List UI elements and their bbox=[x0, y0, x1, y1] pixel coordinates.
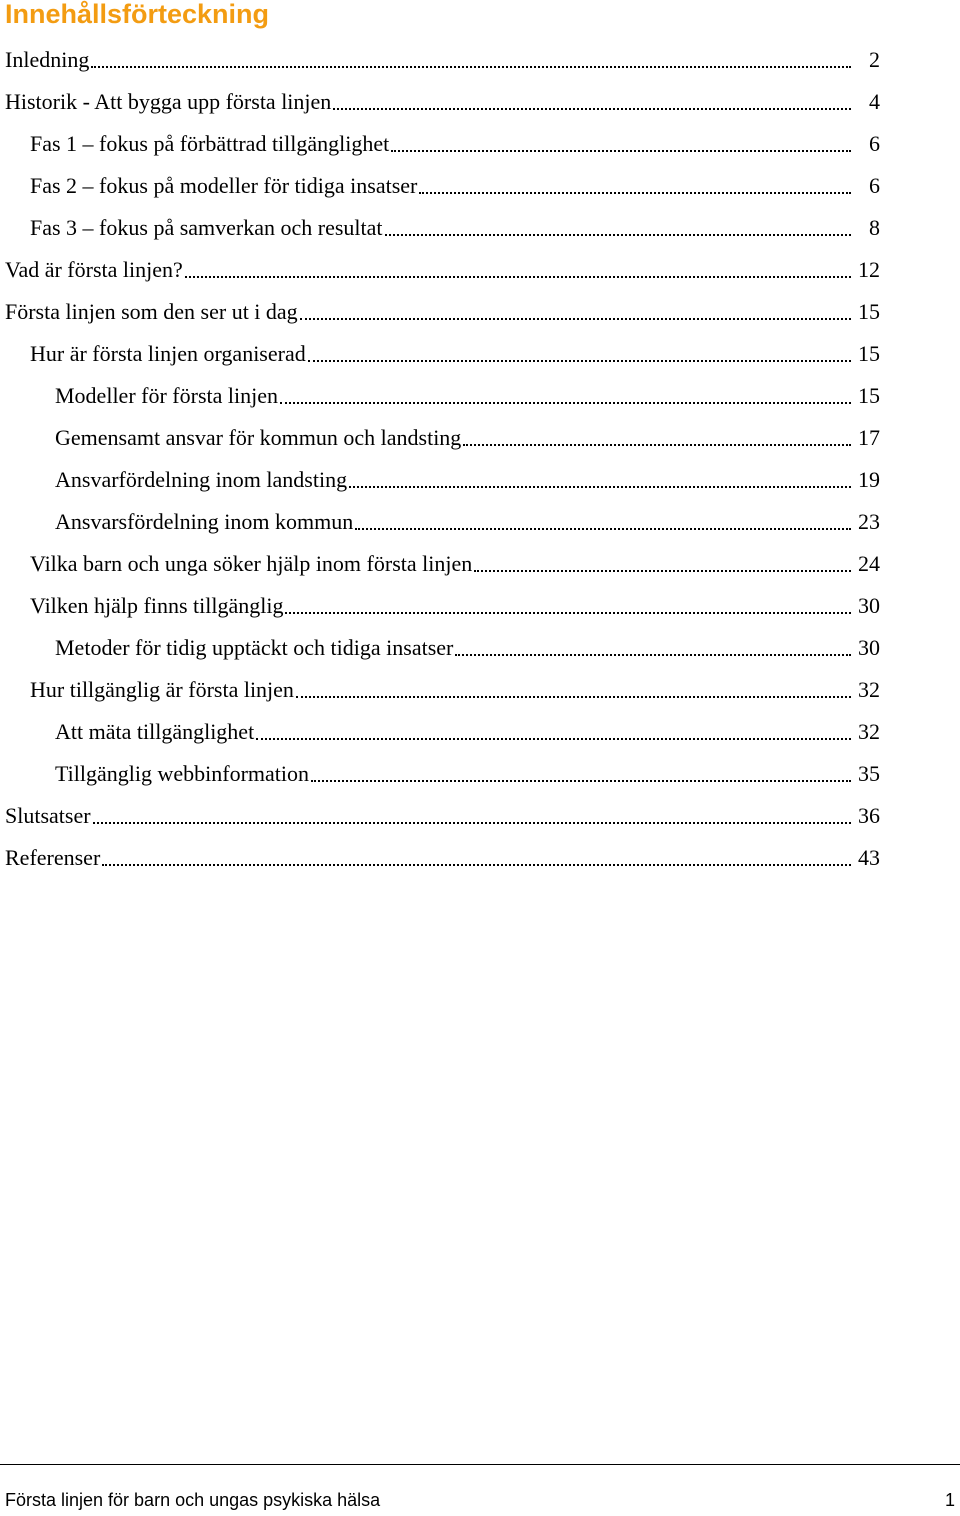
toc-entry[interactable] bbox=[30, 662, 880, 704]
toc-dot-leader bbox=[385, 230, 851, 236]
toc-entry-title: Fas 3 – fokus på samverkan och resultat bbox=[30, 215, 383, 240]
toc-dot-leader bbox=[285, 608, 851, 614]
toc-dot-leader bbox=[280, 398, 851, 404]
toc-entry-page: 32 bbox=[858, 719, 880, 744]
toc-dot-leader bbox=[474, 566, 851, 572]
toc-entry-page: 23 bbox=[858, 509, 880, 534]
toc-dot-leader bbox=[256, 734, 851, 740]
toc-entry-page: 30 bbox=[858, 593, 880, 618]
toc-dot-leader bbox=[333, 104, 851, 110]
toc-entry-page: 6 bbox=[869, 173, 880, 198]
toc-entry-page: 15 bbox=[858, 299, 880, 324]
toc-entry-page: 15 bbox=[858, 383, 880, 408]
toc-entry[interactable] bbox=[30, 116, 880, 158]
toc-entry[interactable] bbox=[30, 326, 880, 368]
toc-entry[interactable] bbox=[30, 158, 880, 200]
toc-entry[interactable] bbox=[5, 32, 880, 74]
toc-dot-leader bbox=[455, 650, 851, 656]
toc-entry-page: 19 bbox=[858, 467, 880, 492]
toc-entry-title: Vilken hjälp finns tillgänglig bbox=[30, 593, 284, 618]
toc-entry[interactable] bbox=[55, 410, 880, 452]
toc-entry-title: Hur är första linjen organiserad bbox=[30, 341, 306, 366]
toc-entry[interactable] bbox=[55, 494, 880, 536]
toc-dot-leader bbox=[349, 482, 851, 488]
toc-entry-title: Tillgänglig webbinformation bbox=[55, 761, 310, 786]
toc-entry-title: Ansvarsfördelning inom kommun bbox=[55, 509, 354, 534]
toc-entry-title: Att mäta tillgänglighet bbox=[55, 719, 255, 744]
toc-entry-page: 17 bbox=[858, 425, 880, 450]
toc-entry-title: Gemensamt ansvar för kommun och landsting bbox=[55, 425, 462, 450]
toc-entry-title: Modeller för första linjen bbox=[55, 383, 278, 408]
toc-entry[interactable] bbox=[5, 830, 880, 872]
toc-entry[interactable] bbox=[5, 74, 880, 116]
toc-entry-page: 4 bbox=[869, 89, 880, 114]
toc-entry-title: Första linjen som den ser ut i dag bbox=[5, 299, 298, 324]
toc-entry-page: 36 bbox=[858, 803, 880, 828]
toc-entry-page: 2 bbox=[869, 47, 880, 72]
toc-entry-page: 43 bbox=[858, 845, 880, 870]
toc-entry[interactable] bbox=[5, 242, 880, 284]
toc-dot-leader bbox=[93, 818, 851, 824]
toc-entry[interactable] bbox=[55, 704, 880, 746]
footer-divider bbox=[0, 1464, 960, 1465]
toc-entry-title: Fas 2 – fokus på modeller för tidiga insatser bbox=[30, 173, 418, 198]
toc-dot-leader bbox=[419, 188, 851, 194]
toc-dot-leader bbox=[91, 62, 851, 68]
toc-entry[interactable] bbox=[30, 200, 880, 242]
footer-title: Första linjen för barn och ungas psykiska hälsa bbox=[5, 1490, 381, 1510]
toc-entry[interactable] bbox=[5, 284, 880, 326]
toc-dot-leader bbox=[296, 692, 851, 698]
toc-dot-leader bbox=[102, 860, 851, 866]
toc-entry-title: Hur tillgänglig är första linjen bbox=[30, 677, 294, 702]
toc-entry[interactable] bbox=[55, 620, 880, 662]
toc-entry-page: 6 bbox=[869, 131, 880, 156]
toc-entry-page: 32 bbox=[858, 677, 880, 702]
toc-entry[interactable] bbox=[55, 452, 880, 494]
toc-dot-leader bbox=[463, 440, 851, 446]
toc-dot-leader bbox=[391, 146, 851, 152]
toc-entry[interactable] bbox=[5, 788, 880, 830]
toc-entry-title: Metoder för tidig upptäckt och tidiga insatser bbox=[55, 635, 454, 660]
toc-dot-leader bbox=[355, 524, 851, 530]
toc-entry-title: Ansvarfördelning inom landsting bbox=[55, 467, 348, 492]
toc-entry-title: Referenser bbox=[5, 845, 101, 870]
toc-entry-page: 30 bbox=[858, 635, 880, 660]
toc-entry-title: Historik - Att bygga upp första linjen bbox=[5, 89, 332, 114]
toc-entry-page: 8 bbox=[869, 215, 880, 240]
toc-dot-leader bbox=[308, 356, 851, 362]
toc-dot-leader bbox=[311, 776, 851, 782]
toc-entry-title: Fas 1 – fokus på förbättrad tillgänglighet bbox=[30, 131, 390, 156]
toc-entry[interactable] bbox=[30, 578, 880, 620]
toc-entry-title: Vad är första linjen? bbox=[5, 257, 183, 282]
toc-entry-page: 35 bbox=[858, 761, 880, 786]
toc-entry-title: Slutsatser bbox=[5, 803, 91, 828]
toc-dot-leader bbox=[185, 272, 851, 278]
toc-entry-title: Vilka barn och unga söker hjälp inom första linjen bbox=[30, 551, 473, 576]
toc-entry-page: 24 bbox=[858, 551, 880, 576]
toc-entry-page: 12 bbox=[858, 257, 880, 282]
toc-entry[interactable] bbox=[55, 746, 880, 788]
toc-entry[interactable] bbox=[30, 536, 880, 578]
toc-heading: Innehållsförteckning bbox=[5, 0, 270, 29]
toc-dot-leader bbox=[300, 314, 851, 320]
toc-entry-page: 15 bbox=[858, 341, 880, 366]
toc-entry-title: Inledning bbox=[5, 47, 90, 72]
footer-page-number: 1 bbox=[944, 1490, 955, 1510]
toc-entry[interactable] bbox=[55, 368, 880, 410]
